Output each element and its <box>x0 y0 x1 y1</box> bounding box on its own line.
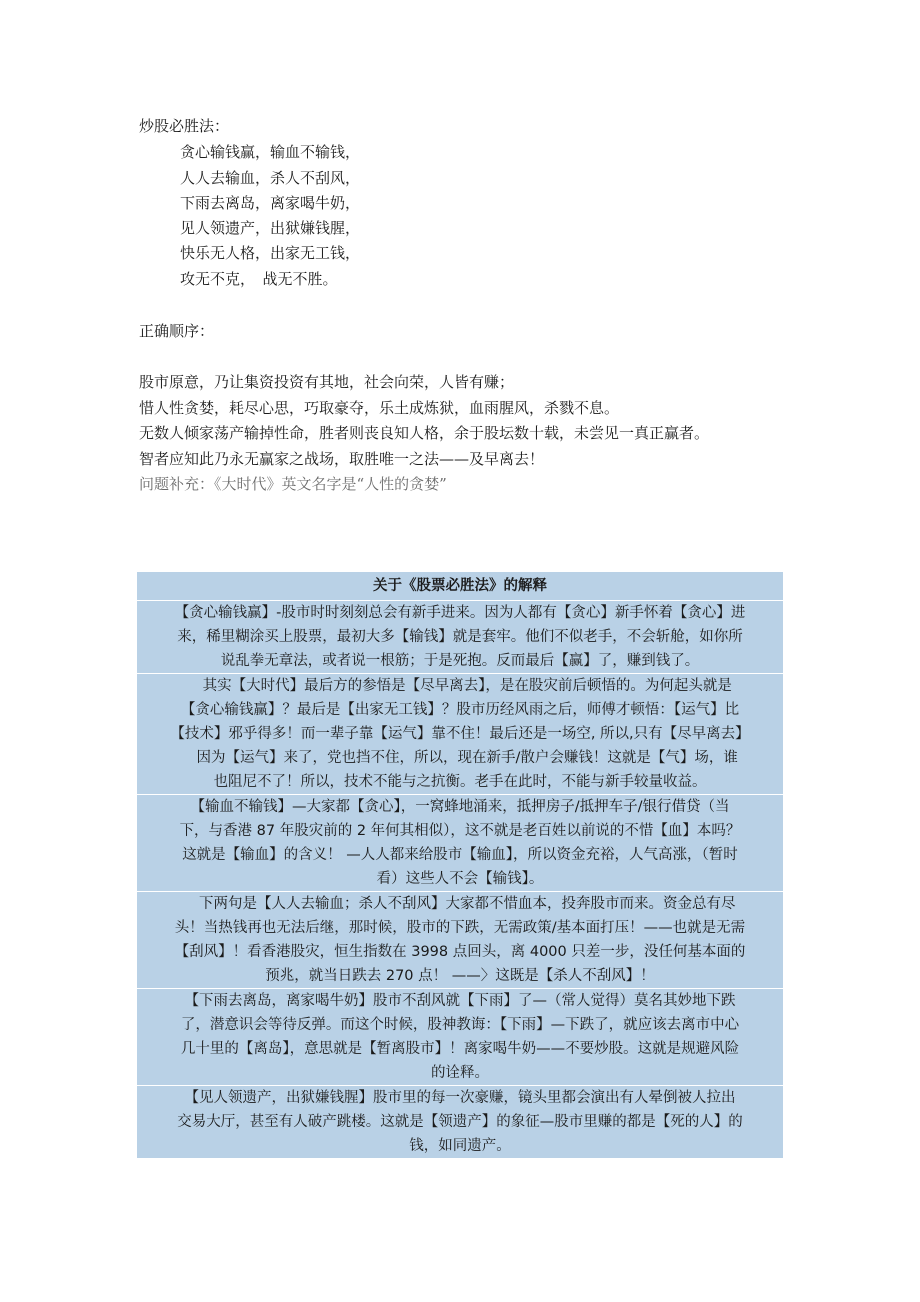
explanation-paragraph <box>137 892 783 989</box>
paragraph-line: 的诠释。 <box>431 1065 489 1081</box>
paragraph-line: 下，与香港 87 年股灾前的 2 年何其相似），这不就是老百姓以前说的不惜【血】本吗？ <box>179 823 741 839</box>
paragraph-line: 几十里的【离岛】，意思就是【暂离股市】！离家喝牛奶——不要炒股。这就是规避风险 <box>180 1041 740 1057</box>
explanation-title: 关于《股票必胜法》的解释 <box>137 572 783 601</box>
paragraph-line: 预兆，就当日跌去 270 点！ ——〉这既是【杀人不刮风】！ <box>265 968 655 984</box>
order-line: 股市原意，乃让集资投资有其地，社会向荣，人皆有赚； <box>139 373 515 391</box>
paragraph-line: 看）这些人不会【输钱】。 <box>376 871 544 887</box>
paragraph-line: 【技术】邪乎得多！而一辈子靠【运气】靠不住！最后还是一场空, 所以,只有【尽早离去】 <box>170 726 750 742</box>
explanation-paragraph <box>137 989 783 1086</box>
poem-line: 下雨去离岛，离家喝牛奶， <box>180 194 361 212</box>
poem-line: 攻无不克， 战无不胜。 <box>180 270 338 288</box>
order-line: 惜人性贪婪，耗尽心思，巧取豪夺，乐土成炼狱，血雨腥风，杀戮不息。 <box>139 399 620 417</box>
explanation-paragraph <box>137 1086 783 1158</box>
explanation-paragraph <box>137 601 783 674</box>
paragraph-line: 交易大厅，甚至有人破产跳楼。这就是【领遗产】的象征—股市里赚的都是【死的人】的 <box>177 1114 743 1130</box>
paragraph-line: 来，稀里糊涂买上股票，最初大多【输钱】就是套牢。他们不似老手，不会斩舱，如你所 <box>177 629 743 645</box>
poem-line: 贪心输钱赢，输血不输钱， <box>180 143 361 161</box>
order-line: 无数人倾家荡产输掉性命，胜者则丧良知人格，余于股坛数十载，未尝见一真正赢者。 <box>139 424 710 442</box>
poem-line: 见人领遗产，出狱嫌钱腥， <box>180 219 361 237</box>
paragraph-line: 【输血不输钱】—大家都【贪心】，一窝蜂地涌来，抵押房子/抵押车子/银行借贷（当 <box>190 799 730 815</box>
paragraph-line: 也阻尼不了！所以，技术不能与之抗衡。老手在此时，不能与新手较量收益。 <box>213 774 707 790</box>
order-heading: 正确顺序： <box>139 322 215 340</box>
poem-title: 炒股必胜法： <box>139 117 230 135</box>
paragraph-line: 【刮风】！看香港股灾，恒生指数在 3998 点回头，离 4000 只差一步，没任何基本面的 <box>174 944 746 960</box>
paragraph-line: 下两句是【人人去输血；杀人不刮风】大家都不惜血本，投奔股市而来。资金总有尽 <box>184 896 736 912</box>
paragraph-line: 说乱拳无章法，或者说一根筋；于是死抱。反而最后【赢】了，赚到钱了。 <box>220 653 700 669</box>
paragraph-line: 其实【大时代】最后方的参悟是【尽早离去】，是在股灾前后顿悟的。为何起头就是 <box>188 678 732 694</box>
order-line: 智者应知此乃永无赢家之战场，取胜唯一之法——及早离去！ <box>139 450 545 468</box>
paragraph-line: 头！当热钱再也无法后继，那时候，股市的下跌，无需政策/基本面打压！——也就是无需 <box>174 920 746 936</box>
paragraph-line: 因为【运气】来了，党也挡不住，所以，现在新手/散户会赚钱！这就是【气】场，谁 <box>182 750 738 766</box>
paragraph-line: 了，潜意识会等待反弹。而这个时候，股神教诲：【下雨】—下跌了，就应该去离市中心 <box>180 1017 740 1033</box>
poem-line: 人人去输血，杀人不刮风， <box>180 169 361 187</box>
explanation-paragraph <box>137 674 783 795</box>
question-supplement: 问题补充：《大时代》英文名字是“人性的贪婪” <box>139 475 447 493</box>
paragraph-line: 【贪心输钱赢】？最后是【出家无工钱】？股市历经风雨之后，师傅才顿悟：【运气】比 <box>180 702 740 718</box>
explanation-table <box>137 572 783 1158</box>
paragraph-line: 【见人领遗产，出狱嫌钱腥】股市里的每一次豪赚，镜头里都会演出有人晕倒被人拉出 <box>184 1090 736 1106</box>
paragraph-line: 【贪心输钱赢】-股市时时刻刻总会有新手进来。因为人都有【贪心】新手怀着【贪心】进 <box>174 605 746 621</box>
explanation-paragraph <box>137 795 783 892</box>
paragraph-line: 钱，如同遗产。 <box>409 1138 511 1154</box>
paragraph-line: 这就是【输血】的含义！ —人人都来给股市【输血】，所以资金充裕，人气高涨，（暂时 <box>182 847 738 863</box>
paragraph-line: 【下雨去离岛，离家喝牛奶】股市不刮风就【下雨】了—（常人觉得）莫名其妙地下跌 <box>184 993 736 1009</box>
poem-line: 快乐无人格，出家无工钱， <box>180 244 361 262</box>
